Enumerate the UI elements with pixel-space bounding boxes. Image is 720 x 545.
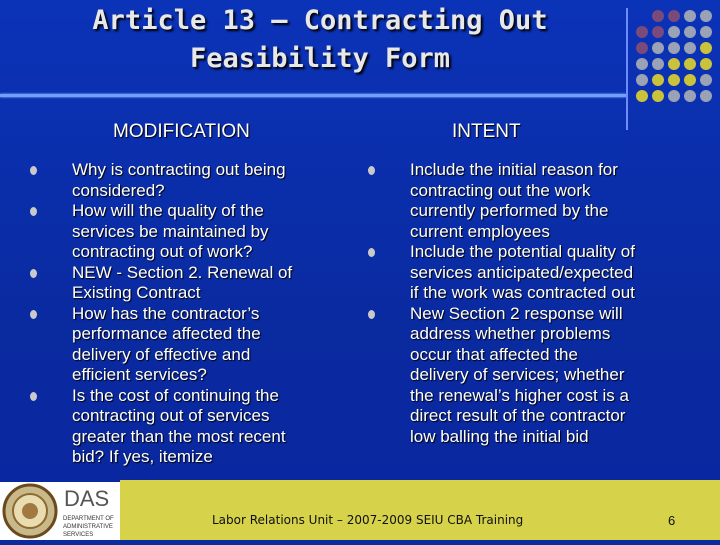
decorative-dot	[668, 90, 680, 102]
title-line-1: Article 13 – Contracting Out	[92, 5, 548, 36]
das-logo-text: DAS	[64, 486, 110, 511]
decorative-dot	[652, 58, 664, 70]
decorative-dot	[652, 90, 664, 102]
modification-item-line: services be maintained by	[72, 221, 269, 241]
decorative-dot	[652, 42, 664, 54]
modification-item-line: contracting out of services	[72, 406, 270, 425]
intent-item-line: New Section 2 response will	[410, 303, 623, 323]
bullet-icon	[368, 166, 375, 175]
decorative-dot	[700, 10, 712, 22]
decorative-dot	[636, 74, 648, 86]
intent-item-line: occur that affected the	[410, 344, 578, 364]
intent-item-line: contracting out the work	[410, 180, 591, 200]
modification-item-line: bid? If yes, itemize	[72, 447, 213, 466]
decorative-dot	[652, 10, 664, 22]
page-number: 6	[668, 513, 676, 528]
slide-title	[40, 2, 600, 78]
decorative-dot	[700, 26, 712, 38]
bullet-icon	[368, 248, 375, 257]
decorative-dot	[636, 58, 648, 70]
intent-item-line: address whether problems	[410, 324, 611, 343]
modification-item	[72, 304, 357, 386]
intent-item-line: the renewal’s higher cost is a	[410, 385, 629, 405]
decorative-dot	[668, 26, 680, 38]
das-logo-sub-2: ADMINISTRATIVE	[63, 524, 113, 530]
modification-item	[72, 201, 357, 263]
title-line-2: Feasibility Form	[189, 43, 451, 74]
intent-item-line: currently performed by the	[410, 201, 609, 220]
modification-item-line: considered?	[72, 180, 165, 200]
intent-item-line: services anticipated/expected	[410, 262, 634, 282]
title-divider	[0, 94, 626, 97]
decorative-dot	[636, 90, 648, 102]
modification-item	[72, 386, 357, 468]
decorative-dot	[700, 42, 712, 54]
decorative-dot	[684, 90, 696, 102]
modification-item-line: delivery of effective and	[72, 344, 251, 364]
modification-item-line: NEW - Section 2. Renewal of	[72, 262, 293, 282]
intent-item-line: current employees	[410, 221, 550, 241]
intent-item	[410, 242, 710, 304]
modification-item-line: efficient services?	[72, 365, 207, 384]
decorative-dot	[668, 10, 680, 22]
intent-item-line: low balling the initial bid	[410, 426, 589, 446]
decorative-dot	[668, 74, 680, 86]
modification-item-line: Is the cost of continuing the	[72, 385, 279, 405]
intent-item-line: Include the initial reason for	[410, 160, 618, 179]
vertical-divider	[626, 8, 628, 130]
footer-bar	[120, 480, 720, 540]
decorative-dot	[636, 26, 648, 38]
bullet-icon	[30, 310, 37, 319]
decorative-dot	[700, 74, 712, 86]
modification-heading: MODIFICATION	[113, 121, 250, 142]
decorative-dot	[684, 10, 696, 22]
decorative-dot	[652, 74, 664, 86]
intent-item-line: direct result of the contractor	[410, 406, 626, 425]
intent-item	[410, 304, 710, 448]
modification-item-line: How has the contractor’s	[72, 303, 260, 323]
modification-item-line: Existing Contract	[72, 283, 201, 302]
decorative-dot	[636, 42, 648, 54]
bullet-icon	[30, 166, 37, 175]
das-logo	[60, 482, 120, 540]
decorative-dot	[684, 58, 696, 70]
state-seal-logo	[0, 482, 60, 540]
intent-item-line: if the work was contracted out	[410, 283, 635, 302]
modification-item-line: performance affected the	[72, 324, 261, 343]
bullet-icon	[368, 310, 375, 319]
decorative-dot	[684, 26, 696, 38]
bullet-icon	[30, 392, 37, 401]
decorative-dot	[668, 58, 680, 70]
decorative-dot	[700, 58, 712, 70]
intent-item-line: delivery of services; whether	[410, 365, 625, 384]
bullet-icon	[30, 207, 37, 216]
decorative-dot	[700, 90, 712, 102]
bullet-icon	[30, 269, 37, 278]
das-logo-sub-1: DEPARTMENT OF	[63, 516, 114, 522]
modification-item-line: How will the quality of the	[72, 201, 264, 220]
intent-item-line: Include the potential quality of	[410, 242, 635, 261]
intent-heading: INTENT	[452, 121, 521, 142]
intent-list	[410, 160, 710, 447]
decorative-dot	[684, 42, 696, 54]
modification-item	[72, 263, 357, 304]
footer-text: Labor Relations Unit – 2007-2009 SEIU CBA Training	[212, 513, 524, 527]
intent-item	[410, 160, 710, 242]
decorative-dot	[652, 26, 664, 38]
modification-item	[72, 160, 357, 201]
decorative-dot	[668, 42, 680, 54]
modification-item-line: contracting out of work?	[72, 242, 253, 261]
decorative-dot	[684, 74, 696, 86]
modification-list	[72, 160, 357, 468]
modification-item-line: Why is contracting out being	[72, 160, 286, 179]
modification-item-line: greater than the most recent	[72, 426, 286, 446]
das-logo-sub-3: SERVICES	[63, 532, 94, 538]
